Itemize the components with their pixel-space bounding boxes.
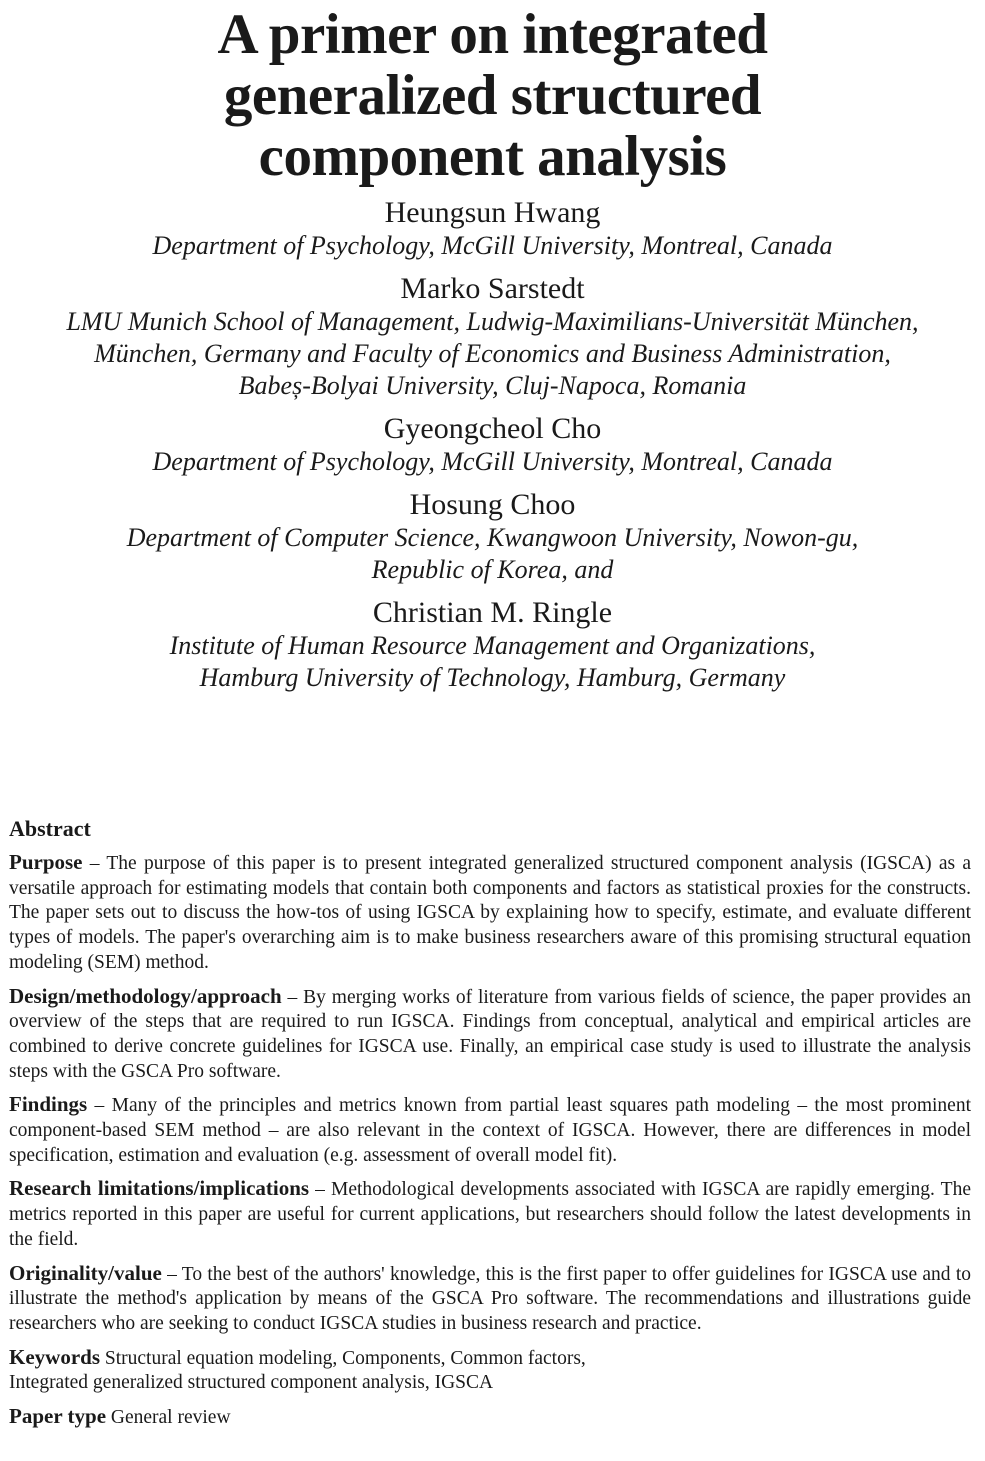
section-text: – To the best of the authors' knowledge, this is the first paper to offer guidelines for IGSCA use and to illustrate the method's application by means of the GSCA Pro software. The recommendations and illustrations guide researchers who are seeking to conduct IGSCA studies in business research and practice.: [9, 1263, 971, 1334]
section-label: Findings: [9, 1092, 88, 1117]
section-label: Purpose: [9, 850, 83, 874]
author-name: Christian M. Ringle: [372, 596, 613, 629]
keywords-label: Keywords: [9, 1344, 100, 1369]
author-affiliation: [0, 522, 985, 586]
affiliation-line: Hamburg University of Technology, Hamburg, Germany: [199, 663, 786, 692]
author-affiliation: [0, 630, 985, 694]
affiliation-line: Babeș-Bolyai University, Cluj-Napoca, Romania: [238, 371, 747, 400]
title-line: generalized structured: [223, 64, 762, 127]
author-list: [0, 196, 985, 704]
abstract-purpose: [9, 850, 971, 976]
abstract-limitations: [9, 1176, 971, 1252]
affiliation-line: Institute of Human Resource Management and Organizations,: [169, 631, 816, 660]
keywords: [9, 1345, 971, 1396]
author-affiliation: [0, 230, 985, 262]
abstract-findings: [9, 1092, 971, 1168]
section-text: – Methodological developments associated with IGSCA are rapidly emerging. The metrics reported in this paper are useful for current applications, but researchers should follow the latest developments in the field.: [9, 1179, 971, 1250]
author-name: Marko Sarstedt: [400, 272, 585, 305]
abstract-design: [9, 984, 971, 1085]
keywords-line: [9, 1345, 971, 1372]
affiliation-line: Republic of Korea, and: [371, 555, 614, 584]
abstract: [9, 815, 971, 1439]
paper-type: [9, 1404, 971, 1431]
section-text: – The purpose of this paper is to present integrated generalized structured component analysis (IGSCA) as a versatile approach for estimating models that contain both components and factors as statistical proxies for the constructs. The paper sets out to discuss the how-tos of using IGSCA by explaining how to specify, estimate, and evaluate different types of models. The paper's overarching aim is to make business researchers aware of this promising structural equation modeling (SEM) method.: [9, 853, 971, 973]
section-label: Research limitations/implications: [9, 1176, 310, 1201]
affiliation-line: München, Germany and Faculty of Economics and Business Administration,: [94, 339, 891, 368]
affiliation-line: LMU Munich School of Management, Ludwig-Maximilians-Universität München,: [66, 307, 919, 336]
section-text: – By merging works of literature from various fields of science, the paper provides an overview of the steps that are required to run IGSCA. Findings from conceptual, analytical and empirical articles are combined to derive concrete guidelines for IGSCA use. Finally, an empirical case study is used to illustrate the analysis steps with the GSCA Pro software.: [9, 986, 971, 1082]
author-affiliation: [0, 306, 985, 402]
section-text: – Many of the principles and metrics known from partial least squares path modeling – the most prominent component-based SEM method – are also relevant in the context of IGSCA. However, there are differences in model specification, estimation and evaluation (e.g. assessment of overall model fit).: [9, 1095, 971, 1166]
section-label: Design/methodology/approach: [9, 983, 282, 1008]
affiliation-line: Department of Computer Science, Kwangwoon University, Nowon-gu,: [126, 523, 859, 552]
paper-type-text: General review: [106, 1407, 231, 1429]
title-line: A primer on integrated: [217, 3, 768, 66]
paper-type-label: Paper type: [9, 1404, 107, 1429]
paper-title: [0, 4, 985, 187]
keywords-text: Structural equation modeling, Components, Common factors,: [100, 1347, 586, 1369]
section-label: Originality/value: [9, 1260, 162, 1285]
author-name: Gyeongcheol Cho: [383, 412, 602, 445]
author-affiliation: [0, 446, 985, 478]
affiliation-line: Department of Psychology, McGill University, Montreal, Canada: [152, 447, 833, 476]
abstract-heading: Abstract: [9, 816, 91, 841]
author-name: Hosung Choo: [409, 488, 576, 521]
title-line: component analysis: [258, 125, 727, 188]
author-name: Heungsun Hwang: [384, 196, 601, 229]
abstract-originality: [9, 1261, 971, 1337]
affiliation-line: Department of Psychology, McGill University, Montreal, Canada: [152, 231, 833, 260]
keywords-text: Integrated generalized structured component analysis, IGSCA: [9, 1372, 494, 1394]
